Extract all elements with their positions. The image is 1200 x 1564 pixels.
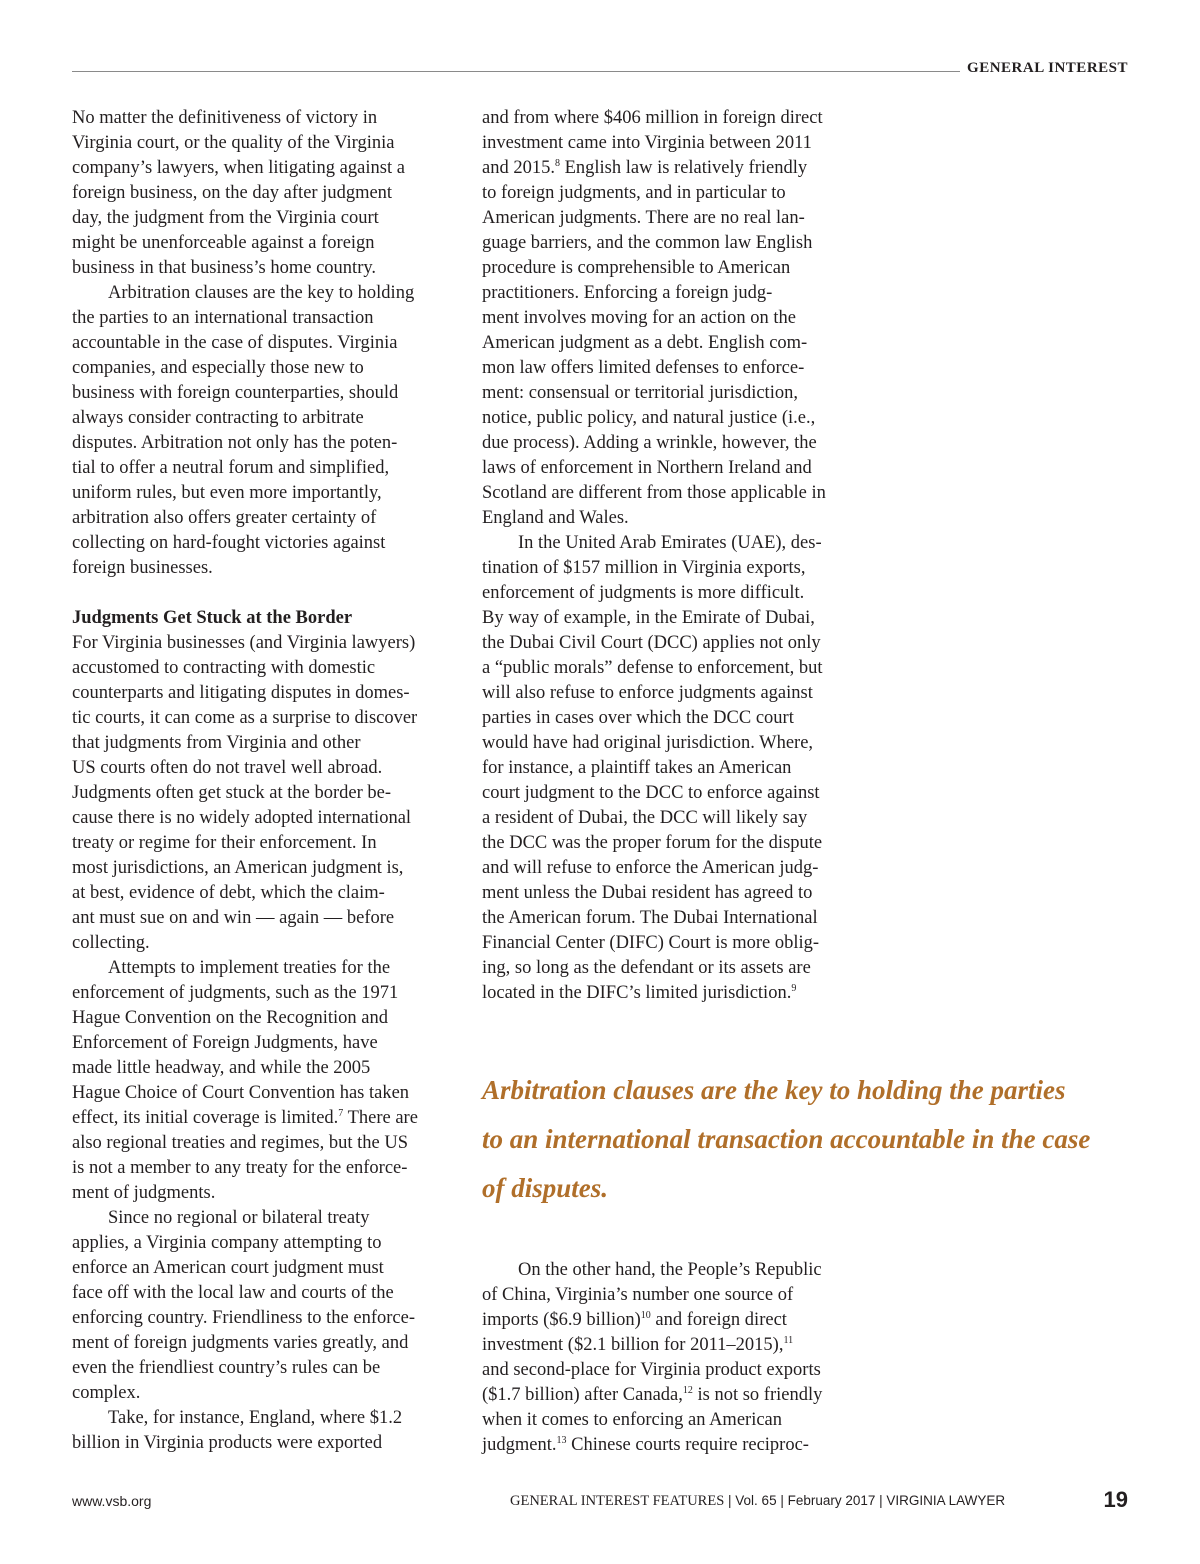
text-line: Scotland are different from those applicable in: [482, 483, 826, 503]
pull-quote-line: Arbitration clauses are the key to holding the parties: [482, 1075, 1066, 1105]
text-line: investment came into Virginia between 2011: [482, 133, 812, 153]
text-line: American judgments. There are no real lan-: [482, 208, 805, 228]
paragraph: [72, 1406, 448, 1456]
text-line: face off with the local law and courts of the: [72, 1283, 394, 1303]
paragraph: [482, 106, 858, 531]
text-line: Since no regional or bilateral treaty: [108, 1208, 370, 1228]
footnote-ref[interactable]: 12: [682, 1385, 693, 1396]
text-line: court judgment to the DCC to enforce against: [482, 783, 820, 803]
paragraph: [482, 531, 858, 1006]
text-fragment: ($1.7 billion) after Canada,: [482, 1385, 683, 1405]
text-line: notice, public policy, and natural justice (i.e.,: [482, 408, 816, 428]
text-line: at best, evidence of debt, which the claim-: [72, 883, 385, 903]
text-line: the American forum. The Dubai International: [482, 908, 818, 928]
text-line: the Dubai Civil Court (DCC) applies not only: [482, 633, 821, 653]
text-fragment: Chinese courts require reciproc-: [566, 1435, 809, 1455]
text-line: collecting on hard-fought victories against: [72, 533, 386, 553]
text-line: a resident of Dubai, the DCC will likely say: [482, 808, 808, 828]
text-line: that judgments from Virginia and other: [72, 733, 361, 753]
text-line: ment of judgments.: [72, 1183, 216, 1203]
text-line: Enforcement of Foreign Judgments, have: [72, 1033, 378, 1053]
text-line: uniform rules, but even more importantly,: [72, 483, 382, 503]
text-line: [482, 1383, 858, 1408]
text-fragment: English law is relatively friendly: [559, 158, 808, 178]
text-line: business with foreign counterparties, should: [72, 383, 399, 403]
footnote-ref[interactable]: 13: [556, 1435, 567, 1446]
paragraph: [72, 956, 448, 1206]
text-line: arbitration also offers greater certainty of: [72, 508, 377, 528]
text-line: collecting.: [72, 933, 150, 953]
text-line: the parties to an international transaction: [72, 308, 374, 328]
text-line: No matter the definitiveness of victory in: [72, 108, 378, 128]
right-column-lower: [482, 1258, 858, 1458]
pull-quote: [482, 1066, 1122, 1213]
left-column: [72, 106, 448, 1456]
text-line: when it comes to enforcing an American: [482, 1410, 783, 1430]
text-line: Hague Choice of Court Convention has taken: [72, 1083, 410, 1103]
text-line: Take, for instance, England, where $1.2: [108, 1408, 403, 1428]
text-line: the DCC was the proper forum for the dispute: [482, 833, 823, 853]
text-line: treaty or regime for their enforcement. In: [72, 833, 377, 853]
footer-issue: | Vol. 65 | February 2017 | VIRGINIA LAWYER: [724, 1493, 1006, 1508]
paragraph: [72, 281, 448, 581]
text-fragment: located in the DIFC’s limited jurisdiction.: [482, 983, 792, 1003]
paragraph: [72, 106, 448, 281]
text-line: might be unenforceable against a foreign: [72, 233, 375, 253]
text-line: enforcement of judgments, such as the 1971: [72, 983, 399, 1003]
header-rule: [72, 71, 960, 72]
text-line: guage barriers, and the common law English: [482, 233, 813, 253]
text-line: disputes. Arbitration not only has the poten-: [72, 433, 398, 453]
text-line: Virginia court, or the quality of the Virginia: [72, 133, 395, 153]
text-line: and will refuse to enforce the American judg-: [482, 858, 819, 878]
text-line: and second-place for Virginia product exports: [482, 1360, 821, 1380]
text-line: For Virginia businesses (and Virginia lawyers): [72, 633, 416, 653]
footer-url-link[interactable]: www.vsb.org: [72, 1493, 152, 1509]
text-line: Arbitration clauses are the key to holding: [108, 283, 415, 303]
text-fragment: judgment.: [482, 1435, 557, 1455]
text-line: ant must sue on and win — again — before: [72, 908, 395, 928]
footnote-ref[interactable]: 9: [791, 983, 797, 994]
footer-section: GENERAL INTEREST FEATURES: [510, 1493, 725, 1509]
text-line: company’s lawyers, when litigating against a: [72, 158, 405, 178]
text-line: day, the judgment from the Virginia court: [72, 208, 379, 228]
text-line: for instance, a plaintiff takes an American: [482, 758, 792, 778]
text-line: due process). Adding a wrinkle, however, the: [482, 433, 817, 453]
text-line: is not a member to any treaty for the enforce-: [72, 1158, 408, 1178]
text-line: complex.: [72, 1383, 141, 1403]
text-line: Judgments often get stuck at the border be-: [72, 783, 392, 803]
text-line: foreign businesses.: [72, 558, 213, 578]
text-line: procedure is comprehensible to American: [482, 258, 791, 278]
text-line: companies, and especially those new to: [72, 358, 364, 378]
pull-quote-line: to an international transaction accountable in the case: [482, 1124, 1091, 1154]
text-fragment: There are: [343, 1108, 418, 1128]
footer-publication-info: [510, 1493, 1005, 1510]
section-label: GENERAL INTEREST: [967, 60, 1128, 76]
text-line: [482, 156, 858, 181]
right-column: [482, 106, 858, 1006]
text-line: made little headway, and while the 2005: [72, 1058, 371, 1078]
text-line: [482, 1433, 858, 1458]
text-line: tination of $157 million in Virginia exports,: [482, 558, 806, 578]
paragraph: [72, 1206, 448, 1406]
text-line: ment of foreign judgments varies greatly, and: [72, 1333, 409, 1353]
text-line: enforce an American court judgment must: [72, 1258, 384, 1278]
text-line: business in that business’s home country.: [72, 258, 377, 278]
text-line: foreign business, on the day after judgment: [72, 183, 393, 203]
text-fragment: and 2015.: [482, 158, 555, 178]
text-fragment: is not so friendly: [692, 1385, 823, 1405]
text-line: [72, 1106, 448, 1131]
text-line: Hague Convention on the Recognition and: [72, 1008, 388, 1028]
text-line: mon law offers limited defenses to enforce-: [482, 358, 805, 378]
text-line: enforcement of judgments is more difficult.: [482, 583, 805, 603]
text-line: By way of example, in the Emirate of Dubai,: [482, 608, 815, 628]
text-fragment: and foreign direct: [650, 1310, 787, 1330]
text-line: counterparts and litigating disputes in domes-: [72, 683, 410, 703]
text-line: ment unless the Dubai resident has agreed to: [482, 883, 813, 903]
text-line: will also refuse to enforce judgments against: [482, 683, 813, 703]
text-line: Financial Center (DIFC) Court is more oblig-: [482, 933, 820, 953]
text-line: billion in Virginia products were exported: [72, 1433, 383, 1453]
footnote-ref[interactable]: 8: [554, 158, 560, 169]
text-fragment: effect, its initial coverage is limited.: [72, 1108, 339, 1128]
text-fragment: investment ($2.1 billion for 2011–2015),: [482, 1335, 784, 1355]
footnote-ref[interactable]: 11: [783, 1335, 794, 1346]
text-line: always consider contracting to arbitrate: [72, 408, 364, 428]
footnote-ref[interactable]: 10: [640, 1310, 651, 1321]
text-line: cause there is no widely adopted international: [72, 808, 412, 828]
text-line: Attempts to implement treaties for the: [108, 958, 391, 978]
text-line: of China, Virginia’s number one source of: [482, 1285, 794, 1305]
text-line: laws of enforcement in Northern Ireland and: [482, 458, 812, 478]
text-line: ing, so long as the defendant or its assets are: [482, 958, 811, 978]
text-line: [482, 1333, 858, 1358]
text-line: to foreign judgments, and in particular to: [482, 183, 786, 203]
text-line: England and Wales.: [482, 508, 629, 528]
text-line: enforcing country. Friendliness to the enforce-: [72, 1308, 415, 1328]
text-line: a “public morals” defense to enforcement, but: [482, 658, 823, 678]
pull-quote-line: of disputes.: [482, 1173, 609, 1203]
text-line: On the other hand, the People’s Republic: [518, 1260, 822, 1280]
text-line: US courts often do not travel well abroad.: [72, 758, 383, 778]
text-line: accountable in the case of disputes. Virginia: [72, 333, 398, 353]
paragraph: [72, 631, 448, 956]
text-line: even the friendliest country’s rules can be: [72, 1358, 381, 1378]
text-line: tic courts, it can come as a surprise to discover: [72, 708, 418, 728]
text-fragment: imports ($6.9 billion): [482, 1310, 641, 1330]
text-line: would have had original jurisdiction. Where,: [482, 733, 814, 753]
text-line: most jurisdictions, an American judgment is,: [72, 858, 404, 878]
page-number: 19: [1103, 1487, 1128, 1512]
section-subheading: Judgments Get Stuck at the Border: [72, 608, 353, 628]
text-line: In the United Arab Emirates (UAE), des-: [518, 533, 822, 553]
text-line: American judgment as a debt. English com-: [482, 333, 808, 353]
footnote-ref[interactable]: 7: [338, 1108, 344, 1119]
text-line: also regional treaties and regimes, but the US: [72, 1133, 408, 1153]
text-line: ment: consensual or territorial jurisdiction,: [482, 383, 798, 403]
text-line: [482, 981, 858, 1006]
paragraph: [482, 1258, 858, 1458]
text-line: [482, 1308, 858, 1333]
text-line: parties in cases over which the DCC court: [482, 708, 794, 728]
text-line: ment involves moving for an action on the: [482, 308, 796, 328]
text-line: applies, a Virginia company attempting to: [72, 1233, 382, 1253]
text-line: practitioners. Enforcing a foreign judg-: [482, 283, 773, 303]
text-line: tial to offer a neutral forum and simplified,: [72, 458, 390, 478]
text-line: accustomed to contracting with domestic: [72, 658, 376, 678]
text-line: and from where $406 million in foreign direct: [482, 108, 823, 128]
